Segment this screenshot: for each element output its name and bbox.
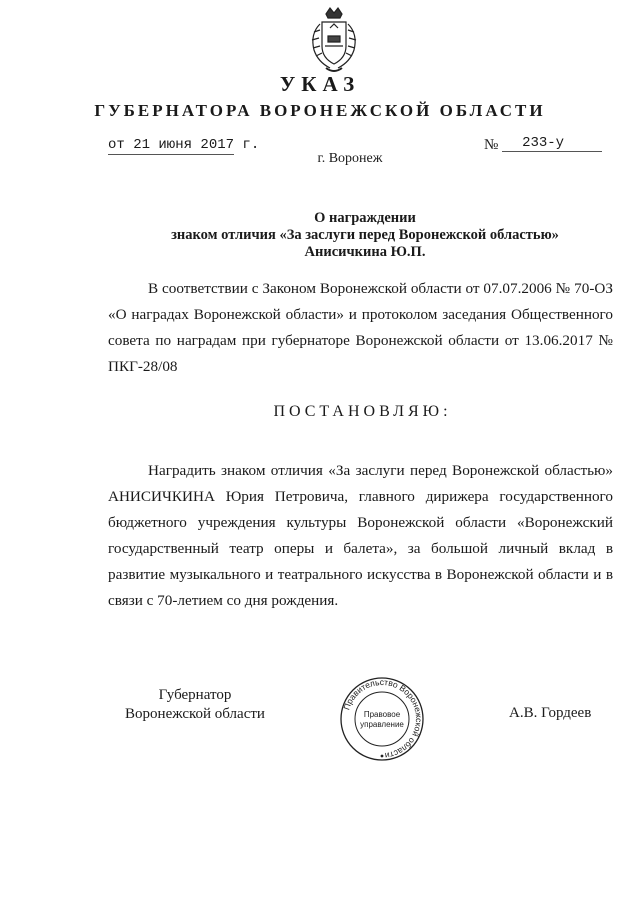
signatory-title	[105, 686, 285, 724]
city-line: г. Воронеж	[317, 151, 383, 166]
stamp-center-line-2: управление	[360, 720, 404, 729]
issuer-title: ГУБЕРНАТОРА ВОРОНЕЖСКОЙ ОБЛАСТИ	[94, 101, 546, 120]
signatory-title-line-1: Губернатор	[158, 687, 232, 703]
coat-of-arms-icon	[300, 6, 368, 76]
number-label: №	[484, 137, 499, 153]
number-value: 233-у	[502, 135, 602, 152]
stamp-center-line-1: Правовое	[363, 710, 401, 719]
decree-word: ПОСТАНОВЛЯЮ:	[273, 403, 452, 420]
document-subject	[80, 210, 640, 261]
decree-text: Наградить знаком отличия «За заслуги перед Воронежской областью» АНИСИЧКИНА Юрия Петровича, главного дирижера государственного бюджетного учреждения культуры Воронежской области «Воронежский государственный театр оперы и балета», за большой личный вклад в развитие музыкального и театрального искусства в Воронежской области и в связи с 70-летием со дня рождения.	[108, 462, 613, 609]
subject-line-1: О награждении	[314, 210, 416, 226]
preamble-paragraph	[108, 276, 613, 380]
stamp-ring-text: Правительство Воронежской области	[341, 676, 425, 761]
date-value: от 21 июня 2017	[108, 137, 235, 153]
preamble-text: В соответствии с Законом Воронежской области от 07.07.2006 № 70-ОЗ «О наградах Воронежской области» и протоколом заседания Общественного совета по наградам при губернаторе Воронежской области от 13.06.2017 № ПКГ-28/08	[108, 280, 613, 375]
signatory-title-line-2: Воронежской области	[125, 706, 265, 722]
subject-line-2: знаком отличия «За заслуги перед Воронежской областью»	[171, 227, 559, 243]
signatory-name: А.В. Гордеев	[509, 705, 592, 721]
subject-line-3: Анисичкина Ю.П.	[304, 244, 426, 260]
date-suffix: г.	[234, 137, 260, 153]
decree-paragraph	[108, 458, 613, 614]
document-type-title: УКАЗ	[279, 72, 361, 96]
official-stamp	[339, 676, 425, 762]
